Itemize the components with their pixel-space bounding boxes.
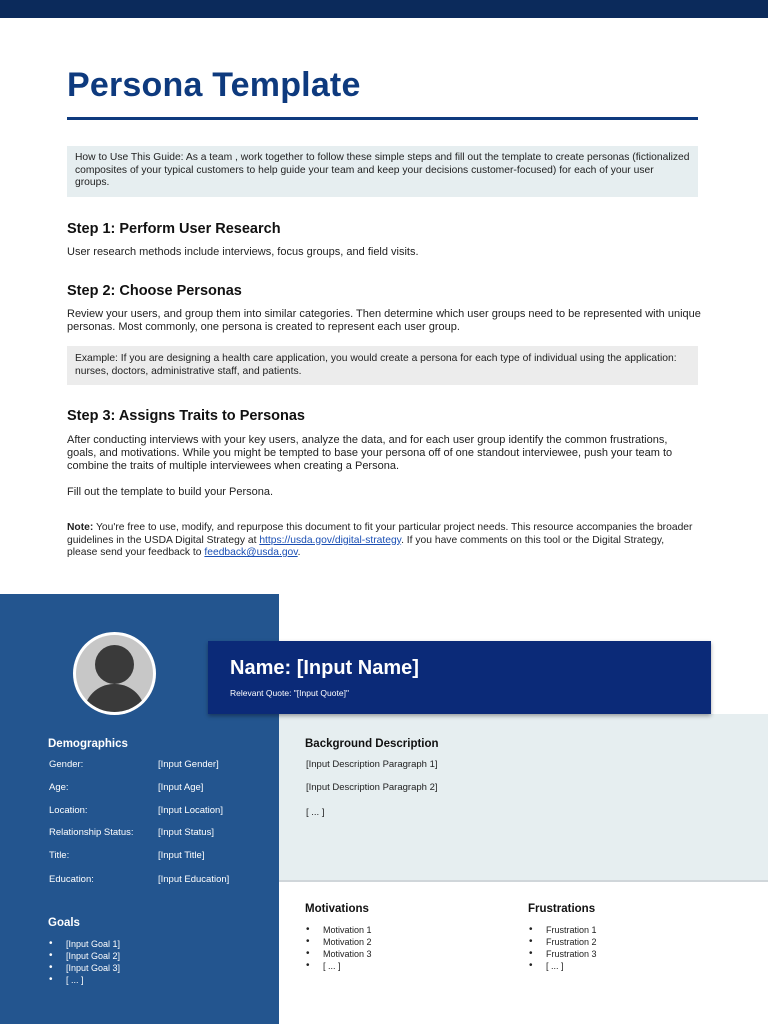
list-item: • [Input Goal 3] [48, 962, 120, 974]
step1-heading: Step 1: Perform User Research [67, 221, 281, 237]
background-paragraph-1: [Input Description Paragraph 1] [306, 759, 438, 770]
step3-body-2: Fill out the template to build your Persona. [67, 486, 274, 498]
step3-heading: Step 3: Assigns Traits to Personas [67, 408, 305, 424]
list-item: • Motivation 1 [305, 924, 372, 936]
frustrations-heading: Frustrations [528, 903, 596, 915]
list-item: • Frustration 1 [528, 924, 597, 936]
persona-name-card [208, 641, 711, 714]
avatar-head [95, 645, 134, 684]
list-item: • [Input Goal 2] [48, 950, 120, 962]
demographics-value-age: [Input Age] [158, 782, 204, 793]
goals-list [48, 938, 120, 986]
list-item: • [Input Goal 1] [48, 938, 120, 950]
note-text-2: . If you have comments on this tool or the Digital Strategy, please send your feedback to [67, 534, 665, 558]
persona-name: Name: [Input Name] [230, 657, 419, 679]
note-text-1: You're free to use, modify, and repurpose this document to fit your particular project needs. This resource accompanies the broader guidelines in the USDA Digital Strategy at [67, 522, 693, 546]
note-paragraph [67, 522, 697, 560]
list-item: • [ ... ] [48, 974, 120, 986]
background-paragraph-2: [Input Description Paragraph 2] [306, 782, 438, 793]
step2-body: Review your users, and group them into similar categories. Then determine which user groups need to be represented with unique personas. Most commonly, one persona is created to represent each user group. [67, 308, 701, 333]
header-bar [0, 0, 768, 18]
list-item: • [ ... ] [305, 960, 372, 972]
demographics-value-gender: [Input Gender] [158, 759, 219, 770]
list-item: • Motivation 3 [305, 948, 372, 960]
demographics-label-gender: Gender: [49, 759, 84, 770]
user-silhouette-icon [76, 635, 153, 712]
background-paragraph-3: [ ... ] [306, 807, 325, 818]
feedback-email-link[interactable]: feedback@usda.gov [204, 547, 298, 558]
demographics-label-age: Age: [49, 782, 69, 793]
demographics-value-relationship: [Input Status] [158, 827, 214, 838]
motivations-heading: Motivations [305, 903, 369, 915]
list-item: • [ ... ] [528, 960, 597, 972]
digital-strategy-link[interactable]: https://usda.gov/digital-strategy [259, 534, 402, 546]
demographics-value-title: [Input Title] [158, 850, 205, 861]
note-label: Note: [67, 522, 94, 533]
demographics-heading: Demographics [48, 738, 128, 750]
avatar-body [84, 684, 145, 712]
demographics-label-location: Location: [49, 805, 88, 816]
motivations-list [305, 924, 372, 972]
howto-callout: How to Use This Guide: As a team , work together to follow these simple steps and fill out the template to create personas (fictionalized composites of your typical customers to help guide your team and keep your decisions customer-focused) for each of your user groups. [67, 146, 698, 197]
demographics-value-location: [Input Location] [158, 805, 223, 816]
goals-heading: Goals [48, 917, 80, 929]
title-divider [67, 117, 698, 120]
step3-body: After conducting interviews with your key users, analyze the data, and for each user group identify the common frustrations, goals, and motivations. While you might be tempted to base your persona off of one standout interviewee, push your team to combine the traits of multiple interviewees when creating a Persona. [67, 434, 673, 472]
demographics-label-relationship: Relationship Status: [49, 827, 134, 838]
page-title: Persona Template [67, 66, 361, 104]
demographics-label-education: Education: [49, 874, 94, 885]
note-text-3: . [297, 547, 301, 558]
background-heading: Background Description [305, 738, 439, 750]
list-item: • Frustration 3 [528, 948, 597, 960]
list-item: • Frustration 2 [528, 936, 597, 948]
demographics-value-education: [Input Education] [158, 874, 230, 885]
frustrations-list [528, 924, 597, 972]
list-item: • Motivation 2 [305, 936, 372, 948]
step2-heading: Step 2: Choose Personas [67, 283, 242, 299]
example-callout: Example: If you are designing a health care application, you would create a persona for each type of individual using the application: nurses, doctors, administrative staff, and patients. [67, 346, 698, 385]
section-divider [279, 880, 768, 882]
demographics-label-title: Title: [49, 850, 70, 861]
persona-quote: Relevant Quote: "[Input Quote]" [230, 688, 349, 698]
step1-body: User research methods include interviews, focus groups, and field visits. [67, 246, 419, 258]
